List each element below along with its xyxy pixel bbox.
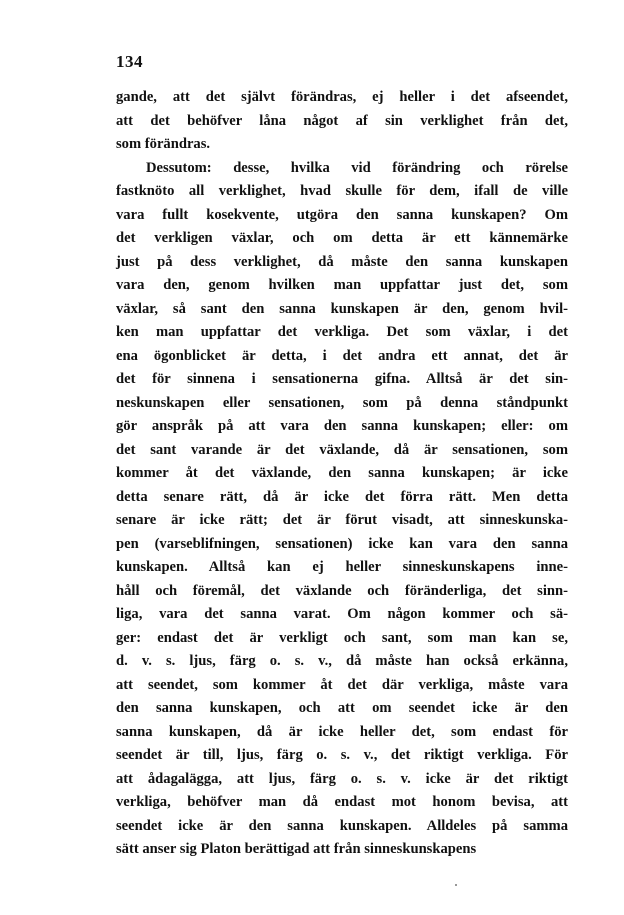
text-line: det verkligen växlar, och om detta är ett kännemärke: [116, 230, 568, 246]
page-number: 134: [116, 52, 143, 71]
text-line: växlar, så sant den sanna kunskapen är den, genom hvil-: [116, 300, 568, 317]
text-line: ena ögonblicket är detta, i det andra ett annat, det är: [116, 347, 568, 364]
text-line: gör anspråk på att vara den sanna kunskapen; eller: om: [116, 418, 568, 434]
text-line: seendet icke är den sanna kunskapen. Alldeles på samma: [116, 817, 568, 834]
text-line: Dessutom: desse, hvilka vid förändring och rörelse: [146, 159, 568, 176]
text-line: sätt anser sig Platon berättigad att från sinneskunskapens: [116, 841, 477, 857]
text-line: att det behöfver låna något af sin verklighet från det,: [116, 112, 568, 129]
text-line: sanna kunskapen, då är icke heller det, som endast för: [116, 723, 568, 740]
text-line: den sanna kunskapen, och att om seendet icke är den: [116, 700, 568, 716]
body-text: [116, 86, 568, 862]
text-line: neskunskapen eller sensationen, som på denna ståndpunkt: [116, 394, 568, 411]
text-line: d. v. s. ljus, färg o. s. v., då måste han också erkänna,: [116, 653, 568, 669]
text-line: vara den, genom hvilken man uppfattar just det, som: [116, 277, 568, 293]
text-line: verkliga, behöfver man då endast mot honom bevisa, att: [116, 794, 568, 810]
text-line: just på dess verklighet, då måste den sanna kunskapen: [116, 253, 568, 270]
text-line: gande, att det självt förändras, ej heller i det afseendet,: [116, 89, 568, 105]
text-line: att seendet, som kommer åt det där verkliga, måste vara: [116, 676, 568, 693]
text-line: håll och föremål, det växlande och föränderliga, det sinn-: [116, 582, 568, 599]
text-line: liga, vara det sanna varat. Om någon kommer och sä-: [116, 606, 568, 622]
text-line: ger: endast det är verkligt och sant, som man kan se,: [116, 629, 568, 646]
text-line: det för sinnena i sensationerna gifna. Alltså är det sin-: [116, 371, 568, 387]
text-line: senare är icke rätt; det är förut visadt, att sinneskunska-: [116, 512, 568, 528]
text-line: kunskapen. Alltså kan ej heller sinneskunskapens inne-: [116, 559, 568, 575]
text-line: kommer åt det växlande, den sanna kunskapen; är icke: [116, 465, 568, 481]
text-line: pen (varseblifningen, sensationen) icke kan vara den sanna: [116, 535, 568, 552]
text-line: det sant varande är det växlande, då är sensationen, som: [116, 441, 568, 458]
text-line: vara fullt kosekvente, utgöra den sanna kunskapen? Om: [116, 206, 568, 223]
text-line: ken man uppfattar det verkliga. Det som växlar, i det: [116, 324, 568, 340]
text-line: som förändras.: [116, 136, 211, 152]
text-line: fastknöto all verklighet, hvad skulle för dem, ifall de ville: [116, 183, 568, 199]
print-speck: [455, 884, 457, 886]
text-line: detta senare rätt, då är icke det förra rätt. Men detta: [116, 488, 568, 505]
text-line: att ådagalägga, att ljus, färg o. s. v. icke är det riktigt: [116, 770, 568, 787]
text-line: seendet är till, ljus, färg o. s. v., det riktigt verkliga. För: [116, 747, 568, 763]
